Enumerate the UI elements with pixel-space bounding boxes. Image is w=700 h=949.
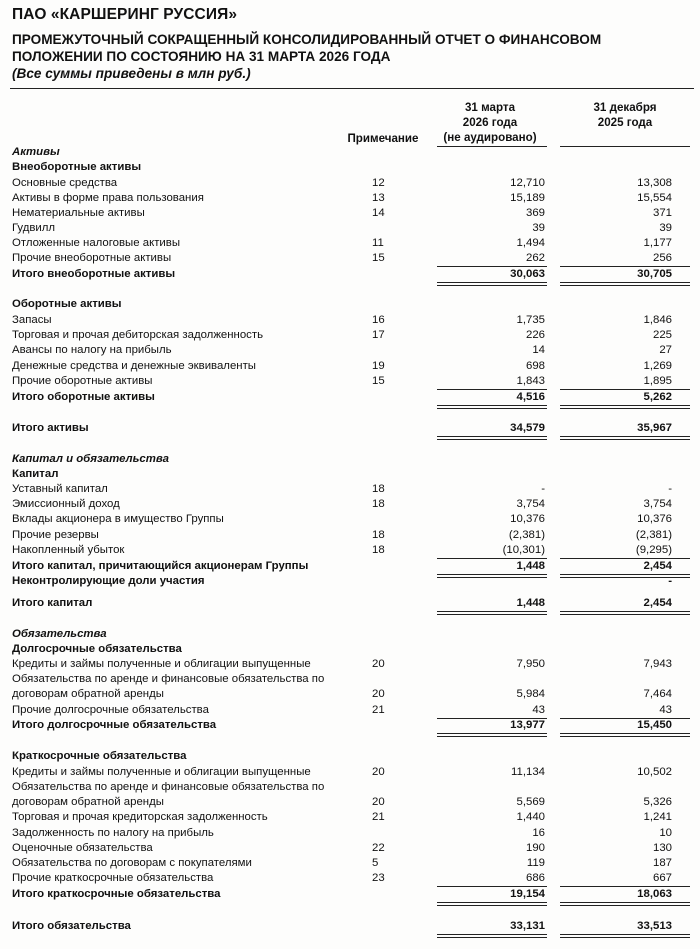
row-label: Обязательства по аренде и финансовые обязательства по [12, 673, 325, 685]
value-march-2026: 30,063 [510, 268, 545, 280]
table-row [0, 251, 700, 266]
value-march-2026: 190 [525, 842, 545, 854]
value-december-2025: 15,554 [637, 192, 672, 204]
row-label: Отложенные налоговые активы [12, 237, 181, 249]
value-december-2025: 667 [652, 872, 672, 884]
value-march-2026: 39 [532, 222, 545, 234]
value-march-2026: 1,843 [516, 375, 545, 387]
value-march-2026: 369 [525, 207, 545, 219]
row-label: Основные средства [12, 177, 118, 189]
value-march-2026: 19,154 [510, 888, 545, 900]
row-note: 5 [372, 857, 379, 869]
row-label: Вклады акционера в имущество Группы [12, 513, 224, 525]
table-row [0, 718, 700, 733]
value-december-2025: - [668, 575, 672, 587]
row-note: 19 [372, 360, 385, 372]
value-march-2026: 34,579 [510, 422, 545, 434]
row-label: Нематериальные активы [12, 207, 145, 219]
row-note: 23 [372, 872, 385, 884]
company-name: ПАО «КАРШЕРИНГ РУССИЯ» [12, 6, 238, 23]
row-note: 20 [372, 766, 385, 778]
value-december-2025: 130 [652, 842, 672, 854]
value-december-2025: 1,846 [643, 314, 672, 326]
row-label: Итого долгосрочные обязательства [12, 719, 217, 731]
value-december-2025: 15,450 [637, 719, 672, 731]
row-label: Оборотные активы [12, 298, 122, 310]
row-note: 20 [372, 796, 385, 808]
value-march-2026: (10,301) [502, 544, 545, 556]
row-label: Итого капитал, причитающийся акционерам Группы [12, 560, 309, 572]
value-march-2026: 5,569 [516, 796, 545, 808]
value-december-2025: 10,502 [637, 766, 672, 778]
value-march-2026: 43 [532, 704, 545, 716]
table-row [0, 236, 700, 251]
value-december-2025: (2,381) [635, 529, 672, 541]
column-header-line: (не аудировано) [443, 131, 537, 144]
row-note: 22 [372, 842, 385, 854]
row-note: 12 [372, 177, 385, 189]
row-note: 13 [372, 192, 385, 204]
value-december-2025: 27 [659, 344, 672, 356]
total-double-rule [437, 902, 547, 906]
value-december-2025: 187 [652, 857, 672, 869]
row-label: договорам обратной аренды [12, 688, 164, 700]
total-double-rule [437, 611, 547, 615]
row-label: Эмиссионный доход [12, 498, 120, 510]
value-march-2026: 33,131 [510, 920, 545, 932]
value-december-2025: 2,454 [643, 597, 672, 609]
value-march-2026: 13,977 [510, 719, 545, 731]
table-row [0, 543, 700, 558]
column-header-line: 31 декабря [593, 101, 657, 114]
table-row [0, 528, 700, 543]
row-label: Прочие резервы [12, 529, 99, 541]
table-row [0, 596, 700, 611]
table-row [0, 871, 700, 886]
row-label: Торговая и прочая дебиторская задолженность [12, 329, 264, 341]
total-double-rule [560, 282, 690, 286]
value-december-2025: (9,295) [635, 544, 672, 556]
table-row [0, 826, 700, 841]
value-march-2026: 686 [525, 872, 545, 884]
table-row [0, 749, 700, 764]
total-double-rule [560, 733, 690, 737]
total-double-rule [560, 902, 690, 906]
table-row [0, 191, 700, 206]
table-row [0, 176, 700, 191]
row-label: Внеоборотные активы [12, 161, 142, 173]
row-label: Активы в форме права пользования [12, 192, 204, 204]
value-december-2025: 3,754 [643, 498, 672, 510]
table-row [0, 390, 700, 405]
row-label: Обязательства [12, 628, 107, 640]
value-december-2025: 5,262 [643, 391, 672, 403]
row-note: 15 [372, 375, 385, 387]
value-march-2026: 7,950 [516, 658, 545, 670]
table-row [0, 657, 700, 672]
table-row [0, 206, 700, 221]
table-row [0, 887, 700, 902]
row-label: Прочие краткосрочные обязательства [12, 872, 214, 884]
table-row [0, 343, 700, 358]
total-double-rule [437, 282, 547, 286]
value-march-2026: 16 [532, 827, 545, 839]
table-row [0, 919, 700, 934]
value-march-2026: 1,735 [516, 314, 545, 326]
value-december-2025: 256 [652, 252, 672, 264]
row-label: Накопленный убыток [12, 544, 125, 556]
table-row [0, 145, 700, 160]
value-march-2026: 262 [525, 252, 545, 264]
table-row [0, 297, 700, 312]
row-label: Итого внеоборотные активы [12, 268, 176, 280]
table-row [0, 795, 700, 810]
row-label: Прочие внеоборотные активы [12, 252, 172, 264]
value-march-2026: 3,754 [516, 498, 545, 510]
row-label: Торговая и прочая кредиторская задолженность [12, 811, 268, 823]
table-row [0, 810, 700, 825]
value-march-2026: 119 [526, 857, 545, 869]
row-note: 18 [372, 483, 385, 495]
row-note: 15 [372, 252, 385, 264]
row-label: Краткосрочные обязательства [12, 750, 187, 762]
row-note: 14 [372, 207, 385, 219]
table-row [0, 359, 700, 374]
value-march-2026: 1,448 [516, 560, 545, 572]
row-label: договорам обратной аренды [12, 796, 164, 808]
value-december-2025: 7,464 [643, 688, 672, 700]
row-note: 18 [372, 498, 385, 510]
table-row [0, 421, 700, 436]
total-double-rule [437, 733, 547, 737]
table-row [0, 497, 700, 512]
row-label: Обязательства по аренде и финансовые обязательства по [12, 781, 325, 793]
value-march-2026: 1,494 [516, 237, 545, 249]
value-december-2025: 371 [652, 207, 672, 219]
row-label: Обязательства по договорам с покупателями [12, 857, 252, 869]
table-row [0, 856, 700, 871]
value-december-2025: 39 [659, 222, 672, 234]
value-march-2026: 698 [525, 360, 545, 372]
table-row [0, 160, 700, 175]
value-december-2025: 5,326 [643, 796, 672, 808]
row-label: Итого активы [12, 422, 89, 434]
value-march-2026: 14 [532, 344, 545, 356]
table-row [0, 703, 700, 718]
table-row [0, 328, 700, 343]
value-december-2025: 30,705 [637, 268, 672, 280]
row-note: 16 [372, 314, 385, 326]
table-row [0, 574, 700, 589]
row-label: Уставный капитал [12, 483, 108, 495]
column-header-line: 2025 года [597, 116, 653, 129]
value-december-2025: 10,376 [637, 513, 672, 525]
value-march-2026: 226 [525, 329, 545, 341]
row-label: Итого краткосрочные обязательства [12, 888, 221, 900]
value-december-2025: 43 [659, 704, 672, 716]
table-row [0, 687, 700, 702]
total-double-rule [560, 405, 690, 409]
value-december-2025: 13,308 [637, 177, 672, 189]
row-note: 20 [372, 688, 385, 700]
row-note: 21 [372, 811, 385, 823]
value-december-2025: 1,895 [643, 375, 672, 387]
table-row [0, 780, 700, 795]
table-row [0, 765, 700, 780]
value-march-2026: 1,448 [516, 597, 545, 609]
table-row [0, 512, 700, 527]
row-label: Запасы [12, 314, 52, 326]
row-note: 21 [372, 704, 385, 716]
value-december-2025: 10 [659, 827, 672, 839]
table-row [0, 559, 700, 574]
table-row [0, 672, 700, 687]
row-label: Прочие оборотные активы [12, 375, 153, 387]
value-march-2026: 10,376 [510, 513, 545, 525]
row-note: 18 [372, 544, 385, 556]
value-december-2025: 33,513 [637, 920, 672, 932]
table-row [0, 221, 700, 236]
row-label: Итого капитал [12, 597, 93, 609]
table-row [0, 467, 700, 482]
total-double-rule [437, 934, 547, 938]
value-december-2025: 35,967 [637, 422, 672, 434]
value-march-2026: 12,710 [510, 177, 545, 189]
row-note: 20 [372, 658, 385, 670]
value-december-2025: 1,269 [643, 360, 672, 372]
column-header-note: Примечание [347, 132, 419, 145]
column-header-december-2025 [560, 100, 690, 130]
table-row [0, 482, 700, 497]
value-march-2026: 11,134 [511, 766, 545, 778]
table-row [0, 313, 700, 328]
table-row [0, 267, 700, 282]
statement-title: ПРОМЕЖУТОЧНЫЙ СОКРАЩЕННЫЙ КОНСОЛИДИРОВАННЫЙ ОТЧЕТ О ФИНАНСОВОМ ПОЛОЖЕНИИ ПО СОСТОЯНИЮ НА 31 МАРТА 2026 ГОДА [12, 32, 602, 64]
table-row [0, 452, 700, 467]
value-march-2026: - [541, 483, 545, 495]
table-row [0, 642, 700, 657]
value-december-2025: 2,454 [643, 560, 672, 572]
row-label: Кредиты и займы полученные и облигации выпущенные [12, 658, 311, 670]
row-label: Оценочные обязательства [12, 842, 153, 854]
total-double-rule [437, 405, 547, 409]
total-double-rule [560, 436, 690, 440]
row-label: Неконтролирующие доли участия [12, 575, 205, 587]
header-rule [10, 88, 694, 89]
value-march-2026: 15,189 [510, 192, 545, 204]
table-row [0, 374, 700, 389]
value-december-2025: 225 [652, 329, 672, 341]
total-double-rule [560, 611, 690, 615]
row-label: Денежные средства и денежные эквиваленты [12, 360, 256, 372]
value-march-2026: 4,516 [516, 391, 545, 403]
total-double-rule [560, 934, 690, 938]
value-december-2025: 18,063 [637, 888, 672, 900]
row-label: Итого обязательства [12, 920, 131, 932]
value-december-2025: - [668, 483, 672, 495]
row-note: 18 [372, 529, 385, 541]
row-label: Капитал [12, 468, 59, 480]
row-label: Активы [12, 146, 60, 158]
value-march-2026: (2,381) [508, 529, 545, 541]
value-december-2025: 1,241 [643, 811, 672, 823]
table-row [0, 841, 700, 856]
column-header-march-2026 [430, 100, 550, 145]
row-note: 17 [372, 329, 385, 341]
table-row [0, 627, 700, 642]
total-double-rule [437, 436, 547, 440]
value-december-2025: 1,177 [643, 237, 672, 249]
value-december-2025: 7,943 [643, 658, 672, 670]
row-label: Итого оборотные активы [12, 391, 155, 403]
row-label: Капитал и обязательства [12, 453, 169, 465]
row-note: 11 [372, 237, 384, 249]
column-header-line: 31 марта [464, 101, 516, 114]
currency-note: (Все суммы приведены в млн руб.) [12, 66, 251, 81]
value-march-2026: 1,440 [516, 811, 545, 823]
row-label: Авансы по налогу на прибыль [12, 344, 172, 356]
row-label: Долгосрочные обязательства [12, 643, 182, 655]
value-march-2026: 5,984 [516, 688, 545, 700]
row-label: Кредиты и займы полученные и облигации выпущенные [12, 766, 311, 778]
row-label: Задолженность по налогу на прибыль [12, 827, 214, 839]
row-label: Прочие долгосрочные обязательства [12, 704, 209, 716]
row-label: Гудвилл [12, 222, 56, 234]
column-header-line: 2026 года [462, 116, 518, 129]
